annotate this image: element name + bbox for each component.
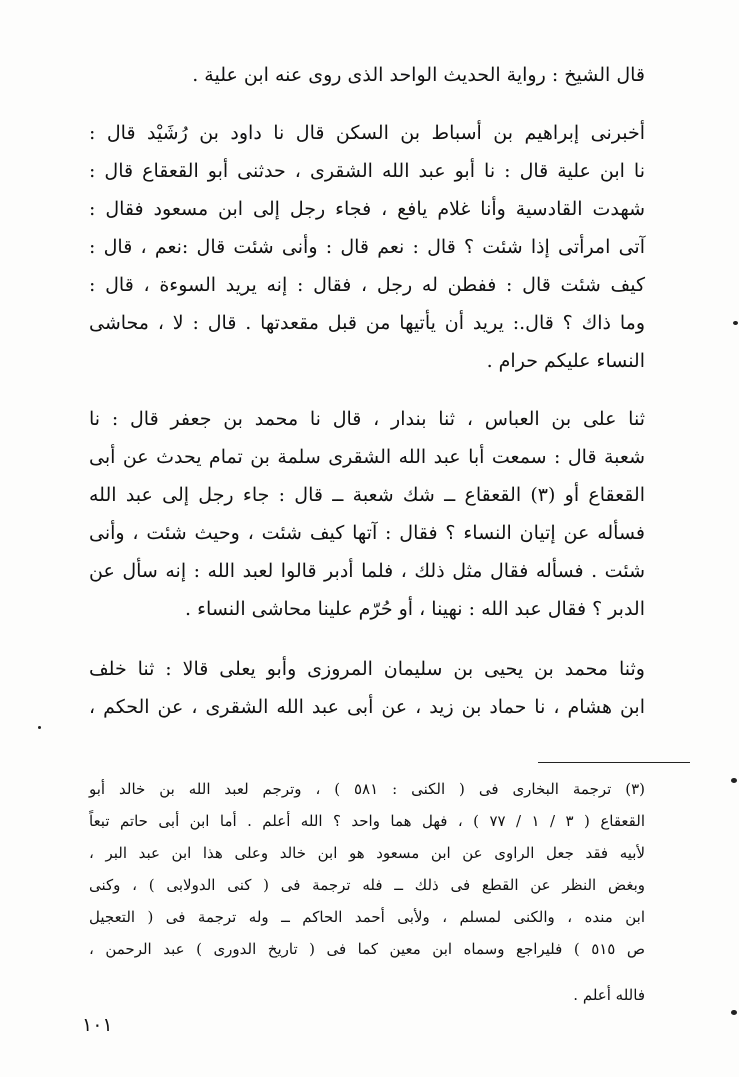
text-line: ابن هشام ، نا حماد بن زيد ، عن أبى عبد الله الشقرى ، عن الحكم ، — [89, 696, 645, 718]
text-line: القعقاع أو (٣) القعقاع ــ شك شعبة ــ قال : جاء رجل إلى عبد الله — [89, 484, 645, 506]
text-line: نا ابن علية قال : نا أبو عبد الله الشقرى ، حدثنى أبو القعقاع قال : — [89, 160, 645, 182]
scan-speck — [733, 321, 738, 325]
footnote-line: ص ٥١٥ ) فليراجع وسماه ابن معين كما فى ( تاريخ الدورى ) عبد الرحمن ، — [89, 940, 645, 958]
footnote-line: ابن منده ، والكنى لمسلم ، ولأبى أحمد الحاكم ــ وله ترجمة فى ( التعجيل — [89, 908, 645, 926]
text-line: شعبة قال : سمعت أبا عبد الله الشقرى سلمة بن تمام يحدث عن أبى — [89, 446, 645, 468]
scan-speck — [38, 726, 41, 729]
text-line: ثنا على بن العباس ، ثنا بندار ، قال نا محمد بن جعفر قال : نا — [89, 408, 645, 430]
page-number: ١٠١ — [82, 1014, 113, 1036]
scan-speck — [731, 778, 737, 783]
text-line: الدبر ؟ فقال عبد الله : نهينا ، أو حُرّم علينا محاشى النساء . — [185, 598, 645, 620]
text-line: كيف شئت قال : ففطن له رجل ، فقال : إنه يريد السوءة ، قال : — [89, 274, 645, 296]
footnote-line: فالله أعلم . — [573, 986, 645, 1004]
footnote-line: لأبيه فقد جعل الراوى عن ابن مسعود هو ابن خالد وعلى هذا ابن عبد البر ، — [89, 844, 645, 862]
text-line: شئت . فسأله فقال مثل ذلك ، فلما أدبر قالوا لعبد الله : إنه سأل عن — [89, 560, 645, 582]
footnote-line: القعقاع ( ٣ / ١ / ٧٧ ) ، فهل هما واحد ؟ الله أعلم . أما ابن أبى حاتم تبعاً — [89, 812, 645, 830]
text-line: قال الشيخ : رواية الحديث الواحد الذى روى عنه ابن علية . — [192, 64, 645, 86]
text-line: النساء عليكم حرام . — [486, 350, 645, 372]
text-line: فسأله عن إتيان النساء ؟ فقال : آتها كيف شئت ، وحيث شئت ، وأنى — [89, 522, 645, 544]
text-line: وثنا محمد بن يحيى بن سليمان المروزى وأبو يعلى قالا : ثنا خلف — [89, 658, 645, 680]
text-line: آتى امرأتى إذا شئت ؟ قال : نعم قال : وأنى شئت قال :نعم ، قال : — [89, 236, 645, 258]
footnote-line: (٣) ترجمة البخارى فى ( الكنى : ٥٨١ ) ، وترجم لعبد الله بن خالد أبو — [89, 780, 646, 798]
text-line: أخبرنى إبراهيم بن أسباط بن السكن قال نا داود بن رُشَيْد قال : — [89, 122, 645, 144]
scan-speck — [731, 1010, 737, 1015]
text-line: شهدت القادسية وأنا غلام يافع ، فجاء رجل إلى ابن مسعود فقال : — [89, 198, 645, 220]
footnote-separator — [538, 762, 690, 763]
footnote-line: وبغض النظر عن القطع فى ذلك ــ فله ترجمة فى ( كنى الدولابى ) ، وكنى — [89, 876, 645, 894]
text-line: وما ذاك ؟ قال.: يريد أن يأتيها من قبل مقعدتها . قال : لا ، محاشى — [89, 312, 645, 334]
